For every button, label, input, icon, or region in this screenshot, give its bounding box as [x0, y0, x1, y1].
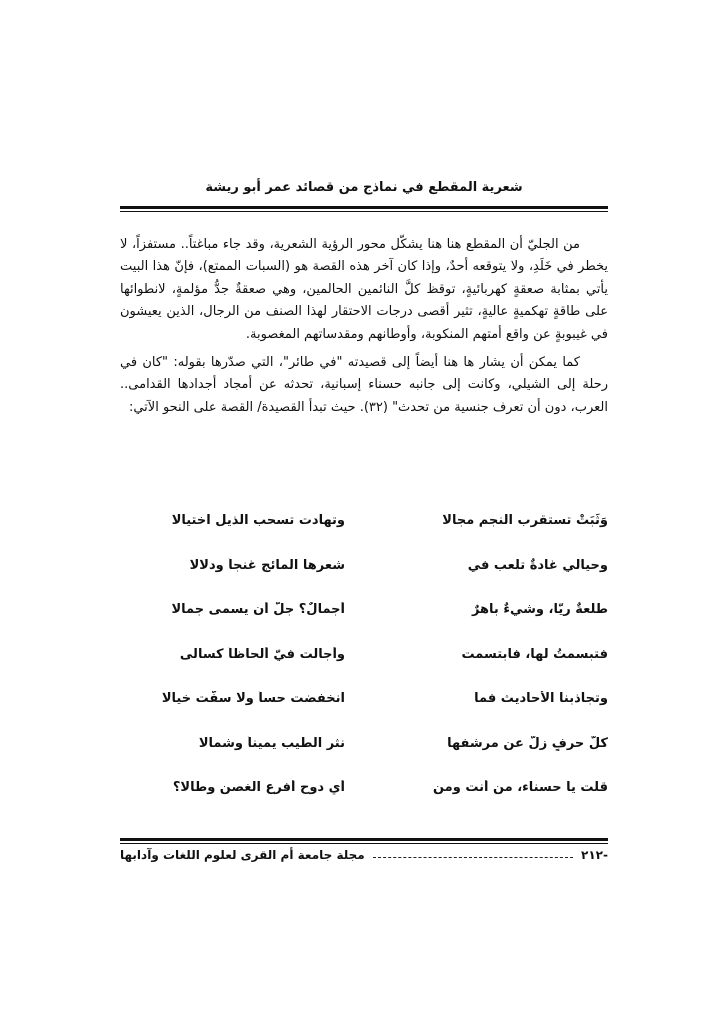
- verse-second-hemistich: شعرها المائج غنجاً ودلالا: [189, 557, 345, 573]
- verse-second-hemistich: انخفضت حساً ولا سفّت خيالا: [161, 691, 345, 706]
- verse-first-hemistich: كلّ حرفٍ زلّ عن مرشفها: [447, 735, 608, 751]
- running-header-title: شعرية المقطع في نماذج من قصائد عمر أبو ريشة: [205, 180, 523, 195]
- verse-second-hemistich: نثر الطيب يميناً وشمالا: [198, 735, 345, 751]
- verse-second-hemistich: أي دوحٍ أفرع الغصن وطالا؟: [172, 780, 345, 795]
- footer-rule-thick: [120, 838, 608, 841]
- journal-name: مجلة جامعة أم القرى لعلوم اللغات وآدابها: [120, 848, 365, 862]
- verse-second-hemistich: أجمالٌ؟ جلّ أن يسمى جمالا: [171, 602, 345, 617]
- verse-first-hemistich: وَثَبَتْ تستقرب النجم مجالا: [442, 513, 608, 528]
- body-paragraph-2: كما يمكن أن يشار ها هنا أيضاً إلى قصيدته "في طائر"، التي صدّرها بقوله: "كان في رحلة إلى الشيلي، وكانت إلى جانبه حسناء إسبانية، تحدثه عن أمجاد أجدادها القدامى.. العرب، دون أن تعرف جنسية من تحدث" (٣٢). حيث تبدأ القصيدة/ القصة على النحو الآتي:: [120, 355, 608, 415]
- poem-verse: [120, 558, 608, 603]
- verse-second-hemistich: وتهادت تسحب الذيل اختيالا: [171, 513, 345, 528]
- body-paragraph-1: من الجليّ أن المقطع هنا هنا يشكّل محور الرؤية الشعرية، وقد جاء مباغتاً.. مستفزاً، لا يخطر في خَلَدِ، ولا يتوقعه أحدٌ، وإذا كان آخر هذه القصة هو (السبات الممتع)، فإنّ هذا البيت يأتي بمثابة صعقةٍ كهربائيةٍ، توقظ كلَّ النائمين الحالمين، وهي صعقةٌ جدُّ مؤلمةٍ، لانطوائها على طاقةٍ تهكميةٍ عاليةٍ، تثير أقصى درجات الاحتقار لهذا الصنف من الرجال، الذين يعيشون في غيبوبةٍ عن واقع أمتهم المنكوبة، وأوطانهم ومقدساتهم المغصوبة.: [120, 237, 608, 342]
- poem-verse: [120, 647, 608, 692]
- poem-verse: [120, 780, 608, 825]
- verse-first-hemistich: وحيالي غادةٌ تلعب في: [467, 557, 608, 573]
- footer-dotted-leader: [373, 856, 573, 858]
- page-footer: [120, 848, 608, 862]
- poem-verse: [120, 691, 608, 736]
- verse-first-hemistich: طلعةٌ ريّا، وشيءٌ باهرٌ: [471, 602, 608, 617]
- footer-rule-thin: [120, 843, 608, 844]
- body-text: [120, 234, 608, 419]
- verse-first-hemistich: قلت يا حسناء، من أنت ومن: [432, 780, 608, 795]
- page-number: -٢١٢: [581, 848, 608, 862]
- verse-first-hemistich: وتجاذبنا الأحاديث فما: [474, 691, 608, 706]
- poem: [120, 513, 608, 825]
- poem-verse: [120, 602, 608, 647]
- header-rule-thin: [120, 211, 608, 212]
- verse-second-hemistich: وأجالت فيّ ألحاظاً كسالى: [179, 646, 345, 662]
- header-rule-thick: [120, 206, 608, 209]
- poem-verse: [120, 736, 608, 781]
- verse-first-hemistich: فتبسمتُ لها، فابتسمت: [461, 646, 608, 662]
- poem-verse: [120, 513, 608, 558]
